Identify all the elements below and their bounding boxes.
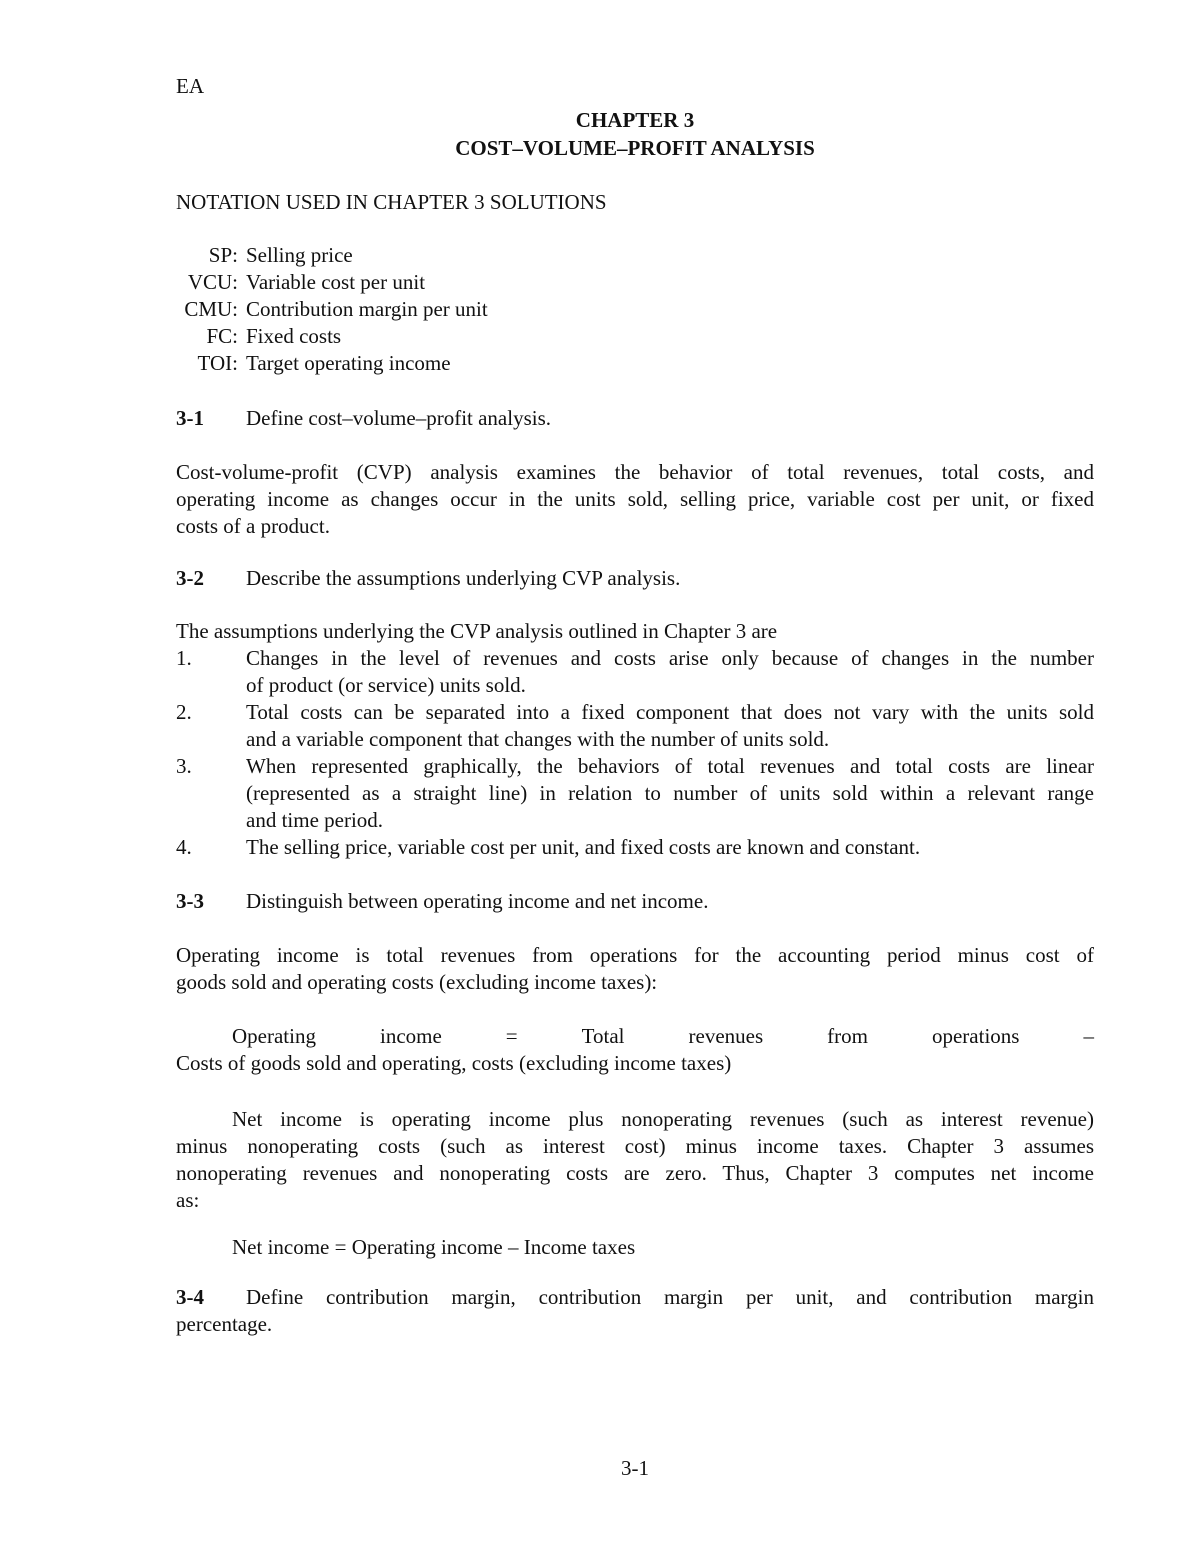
list-item-line: Changes in the level of revenues and costs arise only because of changes in the number	[246, 646, 1094, 670]
question-number: 3-2	[176, 566, 204, 590]
formula-word: operations	[931, 1024, 1020, 1048]
question-number: 3-1	[176, 406, 204, 430]
formula-word: income	[379, 1024, 442, 1048]
question-text: Describe the assumptions underlying CVP analysis.	[246, 566, 681, 590]
notation-key: SP:	[208, 243, 238, 267]
question-text: Distinguish between operating income and net income.	[246, 889, 709, 913]
list-number: 2.	[176, 700, 192, 724]
notation-value: Fixed costs	[246, 324, 342, 348]
formula-word: from	[827, 1024, 868, 1048]
notation-value: Variable cost per unit	[246, 270, 426, 294]
answer-line: Operating income is total revenues from operations for the accounting period minus cost of	[176, 943, 1094, 967]
notation-key: VCU:	[187, 270, 238, 294]
list-item-line: Total costs can be separated into a fixed component that does not vary with the units sold	[246, 700, 1094, 724]
formula-word: =	[505, 1024, 518, 1048]
answer-line: nonoperating revenues and nonoperating costs are zero. Thus, Chapter 3 computes net income	[176, 1161, 1094, 1185]
question-text: Define cost–volume–profit analysis.	[246, 406, 552, 430]
list-item-line: and a variable component that changes with the number of units sold.	[246, 727, 830, 751]
notation-value: Contribution margin per unit	[246, 297, 488, 321]
list-number: 4.	[176, 835, 192, 859]
notation-key: FC:	[206, 324, 238, 348]
net-income-formula: Net income = Operating income – Income taxes	[232, 1235, 636, 1259]
list-item-line: of product (or service) units sold.	[246, 673, 526, 697]
formula-word: –	[1083, 1024, 1094, 1048]
list-item-line: When represented graphically, the behaviors of total revenues and total costs are linear	[246, 754, 1094, 778]
notation-key: TOI:	[197, 351, 238, 375]
answer-line: Net income is operating income plus nonoperating revenues (such as interest revenue)	[232, 1107, 1094, 1131]
notation-value: Selling price	[246, 243, 353, 267]
question-number: 3-3	[176, 889, 204, 913]
list-item-line: (represented as a straight line) in relation to number of units sold within a relevant range	[246, 781, 1094, 805]
answer-line: as:	[176, 1188, 200, 1212]
notation-value: Target operating income	[246, 351, 451, 375]
chapter-subtitle: COST–VOLUME–PROFIT ANALYSIS	[455, 136, 815, 160]
formula-word: Operating	[232, 1024, 316, 1048]
chapter-title: CHAPTER 3	[575, 108, 695, 132]
formula-word: Total	[581, 1024, 625, 1048]
notation-key: CMU:	[184, 297, 238, 321]
formula-word: revenues	[688, 1024, 764, 1048]
answer-line: Cost-volume-profit (CVP) analysis examines the behavior of total revenues, total costs, and	[176, 460, 1094, 484]
question-text: percentage.	[176, 1312, 273, 1336]
page-number: 3-1	[621, 1456, 649, 1480]
answer-line: goods sold and operating costs (excluding income taxes):	[176, 970, 658, 994]
answer-intro: The assumptions underlying the CVP analysis outlined in Chapter 3 are	[176, 619, 778, 643]
operating-income-formula	[232, 1023, 1094, 1050]
list-item-line: and time period.	[246, 808, 384, 832]
notation-heading: NOTATION USED IN CHAPTER 3 SOLUTIONS	[176, 190, 607, 214]
answer-line: operating income as changes occur in the units sold, selling price, variable cost per unit, or fixed	[176, 487, 1094, 511]
header-tag: EA	[176, 74, 204, 98]
formula-line: Costs of goods sold and operating, costs (excluding income taxes)	[176, 1051, 732, 1075]
answer-line: minus nonoperating costs (such as interest cost) minus income taxes. Chapter 3 assumes	[176, 1134, 1094, 1158]
question-number: 3-4	[176, 1285, 204, 1309]
list-number: 1.	[176, 646, 192, 670]
list-item-line: The selling price, variable cost per unit, and fixed costs are known and constant.	[246, 835, 921, 859]
list-number: 3.	[176, 754, 192, 778]
question-text: Define contribution margin, contribution margin per unit, and contribution margin	[246, 1285, 1094, 1309]
answer-line: costs of a product.	[176, 514, 330, 538]
